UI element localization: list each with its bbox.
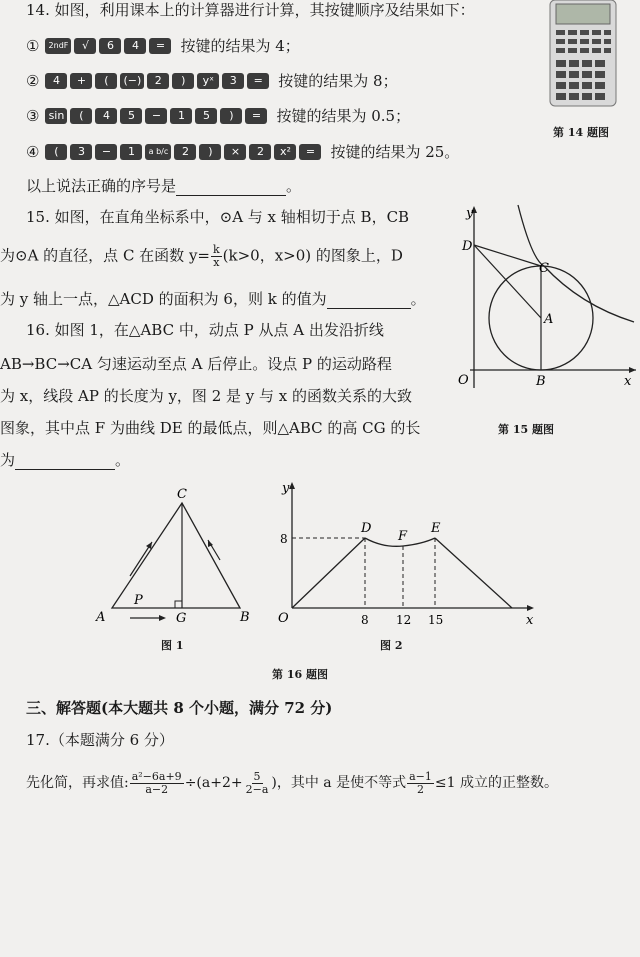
label-d: D bbox=[462, 239, 473, 254]
section-3-title: 三、解答题(本大题共 8 个小题，满分 72 分) bbox=[26, 699, 333, 717]
q16-figure-2 bbox=[270, 476, 540, 631]
item-result: 按键的结果为 25。 bbox=[330, 143, 460, 161]
key-plus: + bbox=[70, 73, 92, 89]
key-minus: − bbox=[95, 144, 117, 160]
x-arrow-icon bbox=[629, 367, 636, 373]
item-number: ③ bbox=[26, 107, 40, 125]
key-equals: = bbox=[245, 108, 267, 124]
q16-figure-1 bbox=[90, 478, 260, 638]
label-p: P bbox=[134, 593, 143, 608]
label-x8: 8 bbox=[361, 613, 369, 627]
key-lparen: ( bbox=[70, 108, 92, 124]
fraction-k-over-x: $\frac{k}{x}$ bbox=[213, 243, 220, 269]
key-6: 6 bbox=[99, 38, 121, 54]
key-fraction: a b/c bbox=[145, 144, 171, 160]
key-minus: − bbox=[145, 108, 167, 124]
label-g: G bbox=[176, 611, 187, 626]
fraction-2: $\frac{5}{2-a}$ bbox=[245, 769, 269, 796]
answer-blank bbox=[176, 181, 286, 196]
key-equals: = bbox=[299, 144, 321, 160]
label-x12: 12 bbox=[396, 613, 412, 627]
key-1: 1 bbox=[120, 144, 142, 160]
label-o: O bbox=[458, 373, 469, 388]
label-y: y bbox=[282, 481, 290, 496]
q15-figure bbox=[440, 200, 640, 390]
key-square: x² bbox=[274, 144, 296, 160]
fraction-1: $\frac{\text{a²−6a+9}}{a-2}$ bbox=[131, 769, 182, 796]
key-5: 5 bbox=[120, 108, 142, 124]
fraction-3: $\frac{a-1}{2}$ bbox=[409, 769, 432, 796]
q14-caption: 第 14 题图 bbox=[553, 126, 609, 139]
label-c: C bbox=[539, 261, 549, 276]
q14-item-1 bbox=[26, 36, 300, 56]
label-b: B bbox=[536, 374, 546, 389]
q16-line3: 为 x，线段 AP 的长度为 y，图 2 是 y 与 x 的函数关系的大致 bbox=[0, 387, 413, 405]
q15-line1: 15. 如图，在直角坐标系中，⊙A 与 x 轴相切于点 B，CB bbox=[26, 208, 410, 226]
key-4: 4 bbox=[45, 73, 67, 89]
triangle-abc bbox=[112, 503, 240, 608]
label-x: x bbox=[624, 374, 632, 389]
q17-head: 17.（本题满分 6 分） bbox=[26, 731, 174, 749]
q14-item-4 bbox=[26, 142, 459, 162]
q14-item-2 bbox=[26, 71, 398, 91]
key-negative: (−) bbox=[120, 73, 144, 89]
item-result: 按键的结果为 0.5； bbox=[276, 107, 411, 125]
arrowhead-icon bbox=[159, 615, 166, 621]
item-result: 按键的结果为 4； bbox=[180, 37, 300, 55]
q16-caption: 第 16 题图 bbox=[272, 668, 328, 681]
q15-caption: 第 15 题图 bbox=[498, 423, 554, 436]
arrowhead-icon bbox=[146, 542, 152, 549]
label-d: D bbox=[361, 521, 372, 536]
item-result: 按键的结果为 8； bbox=[278, 72, 398, 90]
label-o: O bbox=[278, 611, 289, 626]
key-3: 3 bbox=[222, 73, 244, 89]
segment-od bbox=[292, 538, 365, 608]
key-equals: = bbox=[149, 38, 171, 54]
key-power: yˣ bbox=[197, 73, 219, 89]
label-e: E bbox=[431, 521, 441, 536]
label-y8: 8 bbox=[280, 532, 288, 546]
key-3: 3 bbox=[70, 144, 92, 160]
label-b: B bbox=[240, 610, 250, 625]
q16-line2: AB→BC→CA 匀速运动至点 A 后停止。设点 P 的运动路程 bbox=[0, 355, 392, 373]
key-2ndf: 2ndF bbox=[45, 38, 71, 54]
q16-line4: 图象，其中点 F 为曲线 DE 的最低点，则△ABC 的高 CG 的长 bbox=[0, 419, 421, 437]
q14-stem: 14. 如图，利用课本上的计算器进行计算，其按键顺序及结果如下： bbox=[26, 1, 475, 19]
q14-question: 以上说法正确的序号是 。 bbox=[26, 177, 302, 195]
label-a: A bbox=[544, 312, 554, 327]
item-number: ② bbox=[26, 72, 40, 90]
x-arrow-icon bbox=[527, 605, 534, 611]
q16-line5: 为 。 bbox=[0, 451, 131, 469]
q17-body: 先化简，再求值: $\frac{\text{a²−6a+9}}{a-2}$ ÷(a+2+ $\frac{5}{2-a}$ )，其中 a 是使不等式 $\frac{a-1}{2}$ ≤1 成立的正整数。 bbox=[26, 769, 558, 796]
key-2: 2 bbox=[147, 73, 169, 89]
label-c: C bbox=[177, 487, 187, 502]
key-times: × bbox=[224, 144, 246, 160]
key-2: 2 bbox=[249, 144, 271, 160]
right-angle-mark bbox=[175, 601, 182, 608]
label-x15: 15 bbox=[428, 613, 444, 627]
key-equals: = bbox=[247, 73, 269, 89]
key-sin: sin bbox=[45, 108, 67, 124]
segment-e-end bbox=[435, 538, 512, 608]
label-f: F bbox=[398, 529, 408, 544]
key-1: 1 bbox=[170, 108, 192, 124]
key-4: 4 bbox=[124, 38, 146, 54]
q14-item-3 bbox=[26, 106, 410, 126]
hyperbola-curve bbox=[518, 205, 634, 322]
key-rparen: ) bbox=[199, 144, 221, 160]
key-4: 4 bbox=[95, 108, 117, 124]
key-2: 2 bbox=[174, 144, 196, 160]
key-lparen: ( bbox=[45, 144, 67, 160]
key-5: 5 bbox=[195, 108, 217, 124]
answer-blank bbox=[327, 294, 411, 309]
answer-blank bbox=[15, 455, 115, 470]
label-a: A bbox=[96, 610, 106, 625]
item-number: ① bbox=[26, 37, 40, 55]
q15-line2: 为⊙A 的直径，点 C 在函数 y= $\frac{k}{x}$ (k>0，x>0) 的图象上，D bbox=[0, 243, 403, 269]
q15-line3: 为 y 轴上一点，△ACD 的面积为 6，则 k 的值为 。 bbox=[0, 290, 426, 308]
calculator-icon bbox=[548, 0, 620, 108]
key-rparen: ) bbox=[220, 108, 242, 124]
key-sqrt: √ bbox=[74, 38, 96, 54]
label-y: y bbox=[466, 206, 474, 221]
q16-line1: 16. 如图 1，在△ABC 中，动点 P 从点 A 出发沿折线 bbox=[26, 321, 384, 339]
y-arrow-icon bbox=[289, 482, 295, 489]
fig1-caption: 图 1 bbox=[161, 639, 184, 652]
key-lparen: ( bbox=[95, 73, 117, 89]
item-number: ④ bbox=[26, 143, 40, 161]
key-rparen: ) bbox=[172, 73, 194, 89]
label-x: x bbox=[526, 613, 534, 628]
fig2-caption: 图 2 bbox=[380, 639, 403, 652]
